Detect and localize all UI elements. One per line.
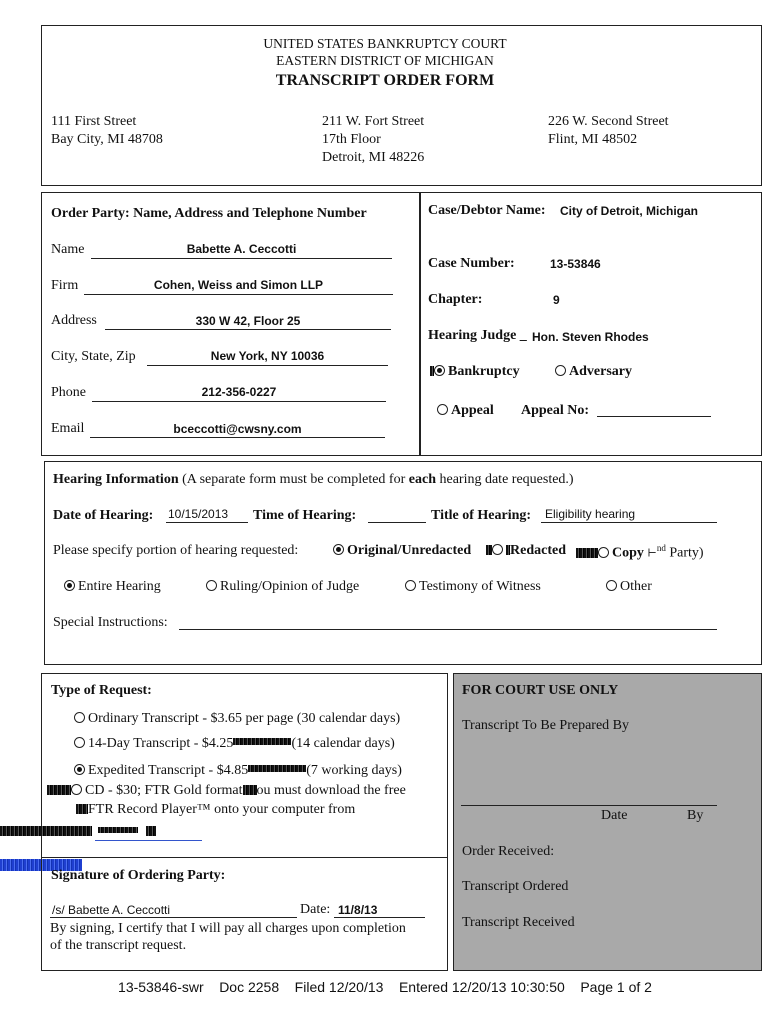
case-number-field[interactable]: 13-53846 — [550, 257, 601, 271]
entire-hearing-label: Entire Hearing — [78, 579, 161, 594]
court-use-heading: FOR COURT USE ONLY — [462, 683, 619, 698]
prepared-by-label: Transcript To Be Prepared By — [462, 718, 630, 733]
ftr-instruction — [76, 802, 355, 818]
chapter-field[interactable]: 9 — [553, 293, 560, 307]
special-instructions-underline[interactable] — [179, 629, 717, 630]
redacted-label: Redacted — [510, 543, 566, 558]
address-line: Bay City, MI 48708 — [51, 132, 163, 147]
other-label: Other — [620, 579, 652, 594]
scan-artifact — [243, 785, 257, 795]
form-title: TRANSCRIPT ORDER FORM — [275, 72, 495, 89]
email-field[interactable]: bceccotti@cwsny.com — [173, 422, 302, 436]
date-of-hearing-underline — [166, 522, 248, 523]
expedited-radio[interactable] — [74, 763, 402, 779]
phone-field[interactable]: 212-356-0227 — [201, 385, 277, 399]
ftr-link-underline[interactable] — [95, 840, 202, 841]
radio-selected-icon — [434, 365, 445, 376]
bankruptcy-radio[interactable] — [430, 364, 520, 380]
csz-underline — [147, 365, 388, 366]
special-instructions-label: Special Instructions: — [53, 615, 168, 630]
filing-footer: 13-53846-swr Doc 2258 Filed 12/20/13 Entered 12/20/13 10:30:50 Page 1 of 2 — [118, 979, 652, 995]
court-by-label: By — [687, 808, 704, 823]
transcript-received-label: Transcript Received — [462, 915, 575, 930]
radio-empty-icon — [405, 580, 416, 591]
hearing-info-text: (A separate form must be completed for — [178, 472, 409, 487]
phone-underline — [92, 401, 386, 402]
fourteen-day-radio[interactable] — [74, 736, 395, 752]
address-line: Flint, MI 48502 — [548, 132, 638, 147]
address-underline — [105, 329, 391, 330]
firm-label: Firm — [51, 278, 79, 293]
address-line: 111 First Street — [51, 114, 137, 129]
address-line: 226 W. Second Street — [548, 114, 669, 129]
title-of-hearing-field[interactable]: Eligibility hearing — [545, 507, 636, 521]
scan-artifact — [146, 826, 156, 836]
copy-superscript: nd — [656, 543, 666, 553]
firm-underline — [84, 294, 393, 295]
ordinary-label: Ordinary Transcript - $3.65 per page (30 calendar days) — [88, 711, 401, 726]
appeal-no-underline[interactable] — [597, 416, 711, 417]
name-underline — [91, 258, 392, 259]
radio-empty-icon — [606, 580, 617, 591]
expedited-label: Expedited Transcript - $4.85 — [88, 763, 249, 778]
entire-hearing-radio[interactable] — [64, 579, 161, 595]
radio-empty-icon — [598, 547, 609, 558]
name-label: Name — [51, 242, 85, 257]
district-name: EASTERN DISTRICT OF MICHIGAN — [276, 53, 494, 68]
ordinary-radio[interactable] — [74, 711, 400, 727]
bankruptcy-label: Bankruptcy — [448, 364, 520, 379]
address-line: 17th Floor — [322, 132, 381, 147]
fourteen-day-label: 14-Day Transcript - $4.25 — [88, 736, 234, 751]
copy-party-text: Party) — [665, 545, 704, 561]
cd-radio[interactable] — [47, 783, 406, 799]
radio-empty-icon — [492, 544, 503, 555]
certify-text: By signing, I certify that I will pay all charges upon completion — [50, 921, 406, 936]
firm-field[interactable]: Cohen, Weiss and Simon LLP — [153, 278, 324, 292]
debtor-field[interactable]: City of Detroit, Michigan — [560, 204, 698, 218]
radio-empty-icon — [74, 737, 85, 748]
other-radio[interactable] — [606, 579, 652, 595]
time-of-hearing-underline[interactable] — [368, 522, 426, 523]
testimony-radio[interactable] — [405, 579, 541, 595]
address-line: Detroit, MI 48226 — [322, 150, 425, 165]
address-detroit — [322, 113, 424, 167]
judge-field[interactable]: Hon. Steven Rhodes — [532, 330, 649, 344]
address-flint — [548, 113, 669, 149]
name-field[interactable]: Babette A. Ceccotti — [186, 242, 297, 256]
original-label: Original/Unredacted — [347, 543, 472, 558]
appeal-label: Appeal — [451, 403, 494, 418]
certify-text-2: of the transcript request. — [50, 938, 187, 953]
garbled-url-artifact — [0, 822, 156, 840]
email-underline — [90, 437, 385, 438]
title-of-hearing-underline — [541, 522, 717, 523]
radio-empty-icon — [555, 365, 566, 376]
radio-selected-icon — [333, 544, 344, 555]
signature-date-underline — [334, 917, 425, 918]
hearing-info-heading — [53, 472, 574, 488]
copy-glyph-artifact: ⊢ — [647, 547, 657, 560]
radio-empty-icon — [206, 580, 217, 591]
scan-artifact — [576, 548, 598, 558]
order-party-heading: Order Party: Name, Address and Telephone Number — [51, 206, 367, 221]
address-field[interactable]: 330 W 42, Floor 25 — [195, 314, 301, 328]
copy-radio[interactable] — [576, 543, 704, 562]
signature-underline — [50, 917, 297, 918]
scan-artifact — [0, 826, 92, 836]
adversary-radio[interactable] — [555, 364, 632, 380]
radio-empty-icon — [74, 712, 85, 723]
ruling-label: Ruling/Opinion of Judge — [220, 579, 360, 594]
date-of-hearing-field[interactable]: 10/15/2013 — [168, 507, 229, 521]
adversary-label: Adversary — [569, 364, 632, 379]
judge-label-text: Hearing Judge — [428, 328, 517, 343]
time-of-hearing-label: Time of Hearing: — [253, 508, 357, 523]
radio-selected-icon — [74, 764, 85, 775]
ftr-text: FTR Record Player™ onto your computer from — [88, 802, 356, 817]
hearing-info-bold: Hearing Information — [53, 472, 179, 487]
radio-empty-icon — [437, 404, 448, 415]
court-date-label: Date — [601, 808, 628, 823]
signature-date-field[interactable]: 11/8/13 — [338, 903, 378, 917]
portion-label: Please specify portion of hearing requested: — [53, 543, 299, 558]
scan-artifact — [233, 738, 291, 745]
appeal-radio[interactable] — [437, 403, 494, 419]
address-bay-city — [51, 113, 163, 149]
signature-heading: Signature of Ordering Party: — [51, 868, 226, 883]
transcript-ordered-label: Transcript Ordered — [462, 879, 569, 894]
cd-label: CD - $30; FTR Gold format — [85, 783, 243, 798]
scan-artifact — [76, 804, 88, 814]
scan-artifact — [248, 765, 306, 772]
signature-field[interactable]: /s/ Babette A. Ceccotti — [52, 903, 171, 917]
city-state-zip-label: City, State, Zip — [51, 349, 136, 364]
copy-label: Copy — [612, 545, 644, 561]
judge-label: Hearing Judge _ — [428, 328, 527, 343]
fourteen-day-days: (14 calendar days) — [291, 736, 395, 751]
address-line: 211 W. Fort Street — [322, 114, 425, 129]
hearing-info-text2: hearing date requested.) — [435, 472, 574, 487]
redacted-radio[interactable] — [486, 543, 566, 559]
prepared-by-underline — [461, 805, 717, 806]
address-label: Address — [51, 313, 97, 328]
scan-artifact — [98, 827, 138, 833]
title-of-hearing-label: Title of Hearing: — [431, 508, 532, 523]
case-number-label: Case Number: — [428, 256, 515, 271]
expedited-days: (7 working days) — [306, 763, 402, 778]
scan-artifact — [47, 785, 71, 795]
appeal-no-label: Appeal No: — [521, 403, 590, 418]
ruling-radio[interactable] — [206, 579, 359, 595]
signature-date-label: Date: — [300, 902, 331, 917]
date-of-hearing-label: Date of Hearing: — [53, 508, 154, 523]
order-received-label: Order Received: — [462, 844, 555, 859]
debtor-label: Case/Debtor Name: — [428, 203, 546, 218]
hearing-box — [44, 461, 762, 665]
cd-label-tail: ou must download the free — [256, 783, 406, 798]
court-name: UNITED STATES BANKRUPTCY COURT — [263, 36, 507, 51]
request-heading: Type of Request: — [51, 683, 152, 698]
email-label: Email — [51, 421, 85, 436]
testimony-label: Testimony of Witness — [419, 579, 541, 594]
city-state-zip-field[interactable]: New York, NY 10036 — [210, 349, 325, 363]
phone-label: Phone — [51, 385, 86, 400]
hearing-info-each: each — [408, 472, 436, 487]
chapter-label: Chapter: — [428, 292, 483, 307]
original-radio[interactable] — [333, 543, 471, 559]
radio-selected-icon — [64, 580, 75, 591]
radio-empty-icon — [71, 784, 82, 795]
